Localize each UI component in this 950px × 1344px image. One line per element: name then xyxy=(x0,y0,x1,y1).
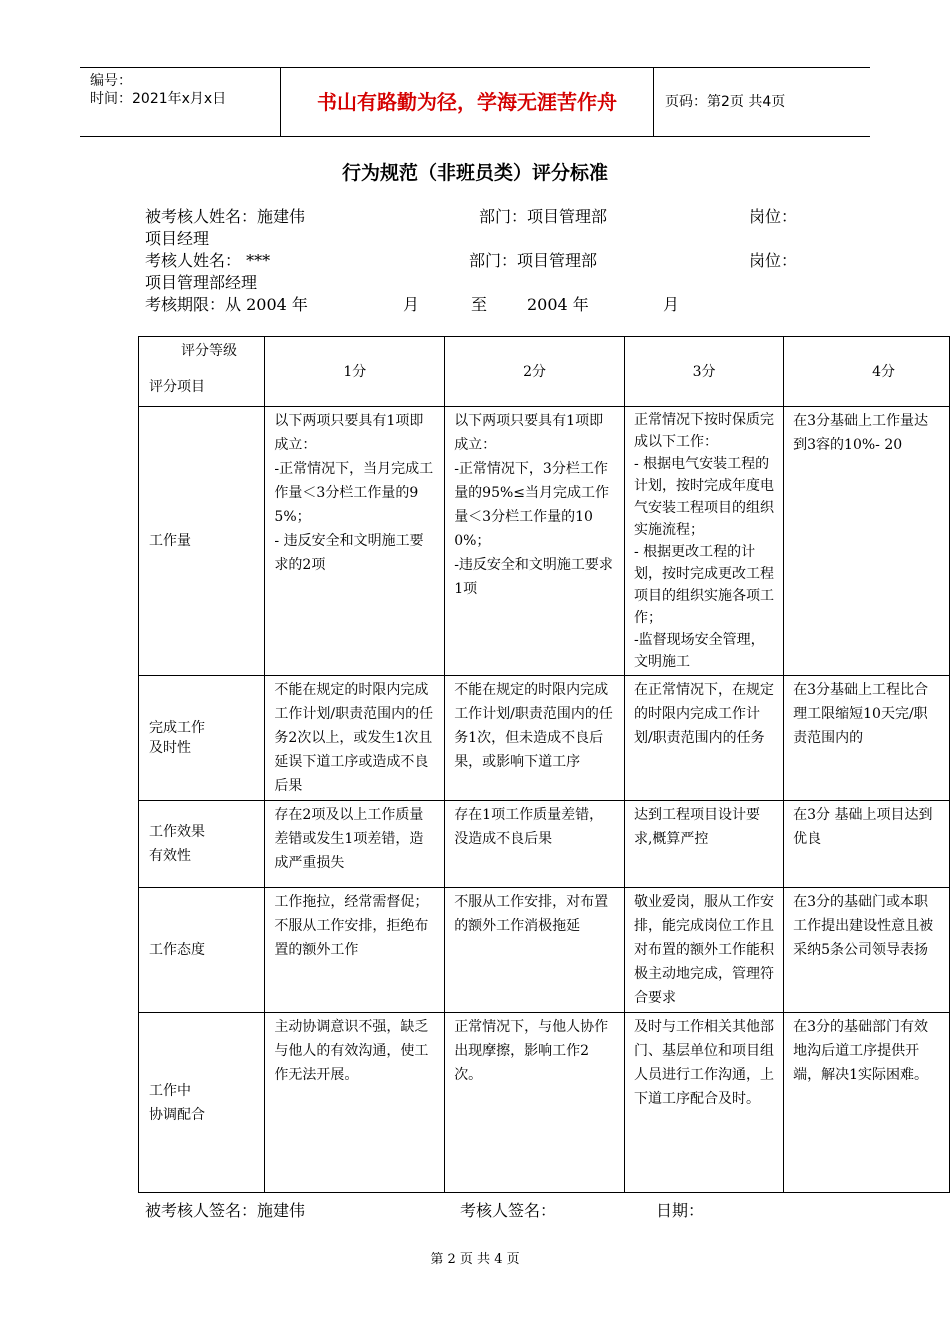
examinee-department: 部门：项目管理部 xyxy=(479,207,608,226)
row-cell: 存在1项工作质量差错，没造成不良后果 xyxy=(445,801,625,888)
examinee-post-value: 项目经理 xyxy=(145,229,210,248)
row-cell: 正常情况下，与他人协作出现摩擦，影响工作2次。 xyxy=(445,1013,625,1193)
period-from: 考核期限：从 2004 年 xyxy=(145,295,308,314)
table-row xyxy=(139,888,950,1013)
table-corner xyxy=(139,337,265,407)
row-label-workload: 工作量 xyxy=(139,407,265,676)
row-label-timeliness: 完成工作 及时性 xyxy=(139,676,265,801)
signature-date: 日期： xyxy=(656,1201,705,1220)
row-cell: 主动协调意识不强，缺乏与他人的有效沟通，使工作无法开展。 xyxy=(265,1013,445,1193)
document-time: 时间：2021年x月x日 xyxy=(90,91,227,107)
examiner-signature: 考核人签名： xyxy=(460,1201,557,1220)
row-cell: 不能在规定的时限内完成工作计划/职责范围内的任务1次，但未造成不良后果，或影响下道工序 xyxy=(445,676,625,801)
corner-item-label: 评分项目 xyxy=(149,379,205,395)
period-to: 至 xyxy=(471,295,488,314)
row-cell: 不能在规定的时限内完成工作计划/职责范围内的任务2次以上，或发生1次且延误下道工序或造成不良后果 xyxy=(265,676,445,801)
row-cell: 以下两项只要具有1项即成立： -正常情况下，当月完成工作量＜3分栏工作量的95%； - 违反安全和文明施工要求的2项 xyxy=(265,407,445,676)
examinee-name: 被考核人姓名：施建伟 xyxy=(145,207,306,226)
row-cell: 不服从工作安排，对布置的额外工作消极拖延 xyxy=(445,888,625,1013)
table-row xyxy=(139,676,950,801)
page-footer: 第 2 页 共 4 页 xyxy=(430,1252,520,1267)
row-label-coordination: 工作中 协调配合 xyxy=(139,1013,265,1193)
header-motto: 书山有路勤为径，学海无涯苦作舟 xyxy=(280,68,654,136)
examiner-name: 考核人姓名： *** xyxy=(145,251,271,270)
grade-4: 4分 xyxy=(784,337,950,407)
grade-2: 2分 xyxy=(445,337,625,407)
row-cell: 在3分基础上工作量达到3容的10%- 20 xyxy=(784,407,950,676)
row-cell: 在正常情况下，在规定的时限内完成工作计划/职责范围内的任务 xyxy=(624,676,783,801)
row-cell: 在3分的基础门或本职工作提出建设性意且被采纳5条公司领导表扬 xyxy=(784,888,950,1013)
examiner-department: 部门：项目管理部 xyxy=(469,251,598,270)
page-header xyxy=(80,67,870,137)
row-cell: 达到工程项目设计要求,概算严控 xyxy=(624,801,783,888)
row-cell: 在3分的基础部门有效地沟后道工序提供开端，解决1实际困难。 xyxy=(784,1013,950,1193)
period-year-2: 2004 年 xyxy=(527,295,589,314)
document-number: 编号： xyxy=(90,73,132,89)
page-indicator: 页码：第2页 共4页 xyxy=(665,94,786,110)
row-cell: 敬业爱岗，服从工作安排，能完成岗位工作且对布置的额外工作能积极主动地完成，管理符合要求 xyxy=(624,888,783,1013)
row-cell: 正常情况下按时保质完成以下工作： - 根据电气安装工程的计划，按时完成年度电气安装工程项目的组织实施流程； - 根据更改工程的计划，按时完成更改工程项目的组织实施各项工作； -监督现场安全管理，文明施工 xyxy=(624,407,783,676)
grade-header-row xyxy=(139,337,950,407)
row-label-attitude: 工作态度 xyxy=(139,888,265,1013)
examiner-post-value: 项目管理部经理 xyxy=(145,273,258,292)
table-row xyxy=(139,1013,950,1193)
row-cell: 在3分 基础上项目达到优良 xyxy=(784,801,950,888)
grade-1: 1分 xyxy=(265,337,445,407)
period-month-2: 月 xyxy=(663,295,680,314)
row-cell: 存在2项及以上工作质量差错或发生1项差错，造成严重损失 xyxy=(265,801,445,888)
examinee-signature: 被考核人签名：施建伟 xyxy=(145,1201,306,1220)
table-row xyxy=(139,801,950,888)
document-title: 行为规范（非班员类）评分标准 xyxy=(341,162,608,184)
grade-3: 3分 xyxy=(624,337,783,407)
row-label-effectiveness: 工作效果 有效性 xyxy=(139,801,265,888)
corner-grade-label: 评分等级 xyxy=(181,343,237,359)
row-cell: 在3分基础上工程比合理工限缩短10天完/职责范围内的 xyxy=(784,676,950,801)
table-row xyxy=(139,407,950,676)
row-cell: 工作拖拉，经常需督促；不服从工作安排，拒绝布置的额外工作 xyxy=(265,888,445,1013)
row-cell: 以下两项只要具有1项即成立： -正常情况下，3分栏工作量的95%≤当月完成工作量＜3分栏工作量的100%； -违反安全和文明施工要求1项 xyxy=(445,407,625,676)
header-meta xyxy=(80,68,280,136)
examinee-post-label: 岗位： xyxy=(749,207,798,226)
scoring-table xyxy=(138,336,950,1193)
examiner-post-label: 岗位： xyxy=(749,251,798,270)
period-month-1: 月 xyxy=(403,295,420,314)
row-cell: 及时与工作相关其他部门、基层单位和项目组人员进行工作沟通，上下道工序配合及时。 xyxy=(624,1013,783,1193)
